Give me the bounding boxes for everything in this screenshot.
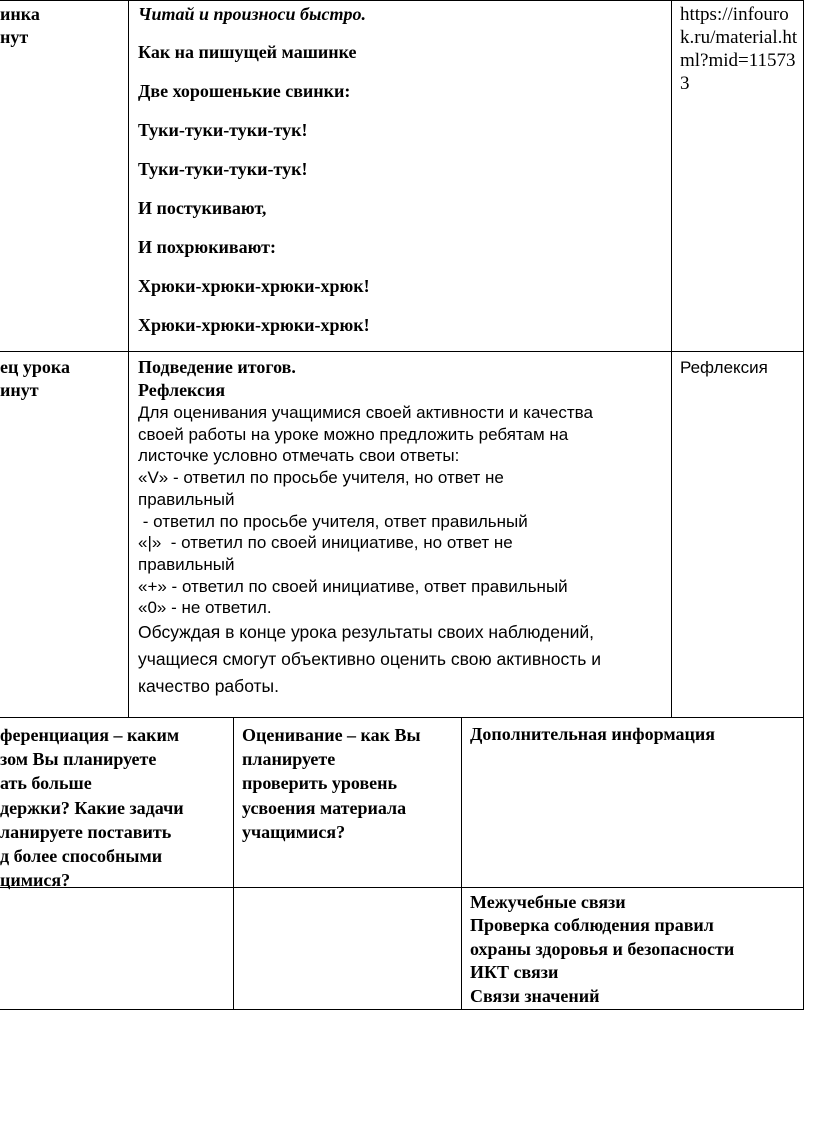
additional-info-title: Дополнительная информация [470,724,715,744]
instruction-line: - ответил по просьбе учителя, ответ правильный [138,511,528,531]
differentiation-line: зом Вы планируете [0,749,157,770]
differentiation-line: держки? Какие задачи [0,797,184,818]
differentiation-cell [0,723,231,892]
assessment-cell [242,723,457,844]
instruction-line: «V» - ответил по просьбе учителя, но ответ не [138,468,504,488]
resource-link-text[interactable]: https://infourok.ru/material.html?mid=115733 [680,4,798,94]
instruction-line: листочке условно отмечать свои ответы: [138,446,460,466]
stage-text: инка [0,4,40,24]
additional-info-line: охраны здоровья и безопасности [470,938,735,959]
section-heading: Подведение итогов. [138,357,296,377]
table-border-right [803,0,804,1010]
assessment-line: планируете [242,749,336,770]
differentiation-line: ференциация – каким [0,725,180,745]
row-divider-2 [0,717,804,718]
instruction-line: правильный [138,489,235,509]
assessment-line: усвоения материала [242,797,407,818]
stage-cell-warmup [0,3,126,49]
instruction-line: Для оценивания учащимися своей активности и качества [138,403,593,422]
content-cell-tongue-twister [138,3,663,353]
closing-line: учащиеся смогут объективно оценить свою активность и [138,649,602,670]
instruction-line: правильный [138,554,235,574]
table-border-top [0,0,804,1]
assessment-line: учащимися? [242,821,346,842]
col-divider-stage [128,0,129,718]
poem-line: И постукивают, [138,198,267,218]
poem-line: Две хорошенькие свинки: [138,81,351,101]
col-divider-resource [671,0,672,718]
section-heading: Рефлексия [138,380,226,400]
closing-line: Обсуждая в конце урока результаты своих наблюдений, [138,622,595,643]
instruction-line: «+» - ответил по своей инициативе, ответ правильный [138,576,568,596]
activity-title: Читай и произноси быстро. [138,4,366,24]
additional-info-line: Проверка соблюдения правил [470,915,714,936]
content-cell-reflection [138,356,668,700]
reflection-instructions [138,402,668,619]
resource-link[interactable] [680,3,800,95]
poem-line: Хрюки-хрюки-хрюки-хрюк! [138,315,370,335]
poem-line: Хрюки-хрюки-хрюки-хрюк! [138,276,370,296]
reflection-closing [138,619,668,700]
instruction-line: «0» - не ответил. [138,598,272,618]
assessment-line: проверить уровень [242,773,398,794]
differentiation-line: ать больше [0,773,92,794]
poem-line: Как на пишущей машинке [138,42,357,62]
stage-cell-end [0,356,126,402]
additional-info-cell [470,891,800,1008]
table-border-bottom [0,1009,804,1010]
poem [138,41,663,337]
poem-line: Туки-туки-туки-тук! [138,159,308,179]
poem-line: Туки-туки-туки-тук! [138,120,308,140]
col-divider-additional [461,717,462,1010]
stage-text: инут [0,380,39,400]
differentiation-line: д более способными [0,846,163,867]
poem-line: И похрюкивают: [138,237,277,257]
additional-info-line: Межучебные связи [470,892,626,912]
stage-text: нут [0,27,29,47]
instruction-line: своей работы на уроке можно предложить ребятам на [138,424,569,444]
differentiation-line: ланируете поставить [0,821,172,842]
instruction-line: «|» - ответил по своей инициативе, но ответ не [138,533,513,553]
resource-cell-reflection [680,356,800,379]
closing-line: качество работы. [138,676,279,697]
resource-text: Рефлексия [680,358,768,377]
additional-info-line: Связи значений [470,985,600,1006]
additional-info-line: ИКТ связи [470,962,559,983]
additional-info-header [470,723,800,746]
differentiation-line: цимися? [0,870,71,891]
col-divider-assessment [233,717,234,1010]
assessment-line: Оценивание – как Вы [242,725,421,745]
stage-text: ец урока [0,357,70,377]
